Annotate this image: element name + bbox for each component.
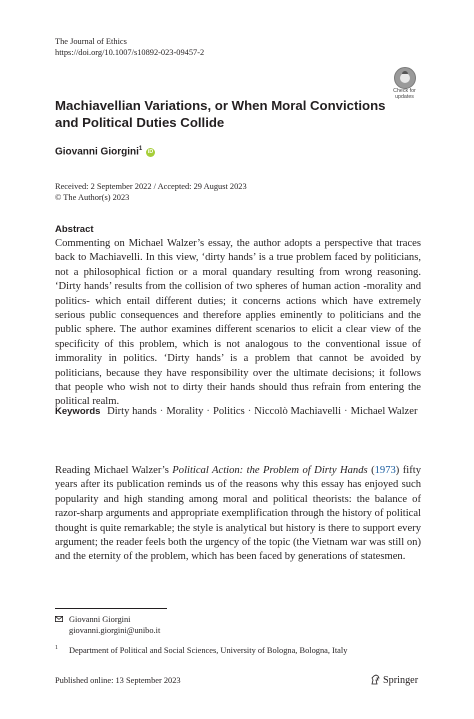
publisher-logo[interactable]	[370, 674, 418, 686]
author-name[interactable]: Giovanni Giorgini	[55, 146, 139, 158]
body-paragraph	[55, 464, 421, 565]
doi-link[interactable]: https://doi.org/10.1007/s10892-023-09457-2	[55, 48, 205, 57]
corresponding-author-name: Giovanni Giorgini	[69, 615, 131, 624]
keyword-item: Niccolò Machiavelli	[254, 406, 342, 417]
open-paren: (	[367, 465, 375, 476]
journal-header	[55, 36, 204, 58]
keyword-item: Dirty hands	[107, 406, 157, 417]
copyright-line: © The Author(s) 2023	[55, 193, 130, 202]
published-online-date: Published online: 13 September 2023	[55, 676, 181, 685]
keyword-item: Michael Walzer	[350, 406, 418, 417]
keywords-heading: Keywords	[55, 406, 101, 417]
keyword-separator: ·	[344, 406, 348, 417]
citation-link[interactable]: 1973	[374, 465, 396, 476]
author-affiliation-marker: 1	[138, 146, 143, 152]
article-title: Machiavellian Variations, or When Moral Convictions and Political Duties Collide	[55, 98, 386, 130]
author-line	[55, 146, 155, 157]
abstract-heading: Abstract	[55, 224, 94, 235]
keyword-separator: ·	[247, 406, 252, 417]
affiliation-number: 1	[55, 645, 58, 651]
article-dates	[55, 181, 247, 203]
abstract-text: Commenting on Michael Walzer’s essay, the author adopts a perspective that traces back to Machiavelli. In this view, ‘dirty hands’ is a true problem faced by politicians, not a philosophical fiction or a moral quandary resulting from wrong reasoning. ‘Dirty hands’ results from the collision of two spheres of human action -morality and politics- which entail different duties; it concerns actions which have extremely serious public consequences and therefore applies eminently to politicians and the public sphere. The author examines different scenarios to elicit a clear view of the specificity of this problem, which is not analogous to the conventional issue of immorality in politics. ‘Dirty hands’ is a problem that cannot be avoided by politicians, because they have responsibility over the ultimate decisions; it follows that people who wish not to dirty their hands should thus refrain from entering the political realm.	[55, 238, 421, 408]
publisher-name: Springer	[383, 675, 419, 686]
orcid-icon[interactable]: iD	[147, 149, 154, 156]
received-accepted-dates: Received: 2 September 2022 / Accepted: 29 August 2023	[55, 182, 247, 191]
keyword-item: Politics	[212, 406, 245, 417]
check-updates-label: Check for updates	[393, 88, 416, 100]
affiliation-text: Department of Political and Social Sciences, University of Bologna, Bologna, Italy	[69, 646, 348, 655]
envelope-icon	[55, 616, 63, 622]
keyword-item: Morality	[166, 406, 204, 417]
check-updates-icon	[394, 67, 416, 89]
keyword-separator: ·	[206, 406, 210, 417]
keyword-separator: ·	[159, 406, 164, 417]
body-rest: ) fifty years after its publication reminds us of the reasons why this essay has enjoyed such popularity and high standing among moral and political theorists: the balance of razor-sharp arguments and appropriate exemplification through the history of political thought is quite remarkable; the style is analytical but history is there to support every argument; the reader feels both the urgency of the topic (the Vietnam war was still on) and the eternity of the problem, which has been faced by generations of statesmen.	[55, 465, 421, 563]
footnote-divider	[55, 608, 167, 609]
journal-name: The Journal of Ethics	[55, 37, 127, 46]
cited-work-title: Political Action: the Problem of Dirty Hands	[172, 465, 368, 476]
body-intro: Reading Michael Walzer’s	[55, 465, 173, 476]
springer-horse-icon	[370, 674, 381, 685]
keywords-section	[55, 405, 421, 419]
check-for-updates-badge[interactable]	[391, 67, 418, 100]
corresponding-author-email[interactable]: giovanni.giorgini@unibo.it	[69, 626, 161, 635]
